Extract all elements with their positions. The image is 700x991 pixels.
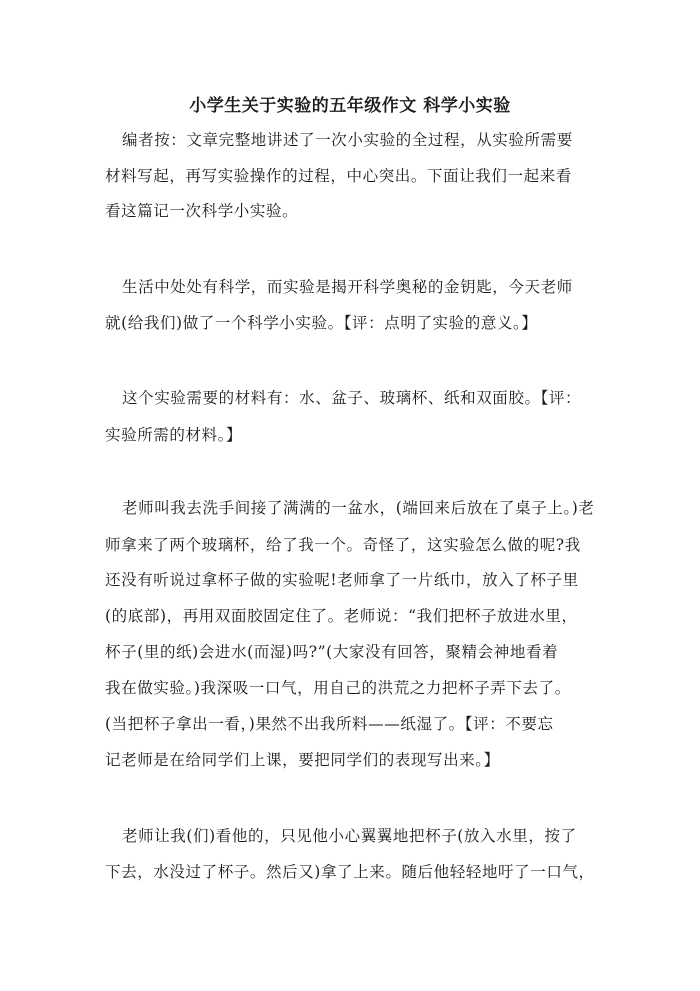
paragraph-2-line-2: 就(给我们)做了一个科学小实验。【评：点明了实验的意义。】 (105, 314, 538, 332)
paragraph-5-line-1: 老师让我(们)看他的，只见他小心翼翼地把杯子(放入水里，按了 (122, 827, 577, 845)
paragraph-1-line-2: 材料写起，再写实验操作的过程，中心突出。下面让我们一起来看 (105, 167, 572, 185)
paragraph-4-line-5: 杯子(里的纸)会进水(而湿)吗?”(大家没有回答，聚精会神地看着 (105, 643, 559, 661)
paragraph-4-line-8: 记老师是在给同学们上课，要把同学们的表现写出来。】 (105, 751, 500, 769)
document-title: 小学生关于实验的五年级作文 科学小实验 (189, 96, 511, 116)
paragraph-4-line-3: 还没有听说过拿杯子做的实验呢!老师拿了一片纸巾，放入了杯子里 (105, 571, 579, 589)
paragraph-4-line-7: (当把杯子拿出一看，)果然不出我所料——纸湿了。【评：不要忘 (105, 715, 554, 733)
paragraph-1-line-3: 看这篇记一次科学小实验。 (105, 202, 299, 220)
paragraph-4-line-4: (的底部)，再用双面胶固定住了。老师说：“我们把杯子放进水里， (105, 607, 578, 625)
paragraph-4-line-1: 老师叫我去洗手间接了满满的一盆水，(端回来后放在了桌子上。)老 (122, 499, 595, 517)
paragraph-3-line-1: 这个实验需要的材料有：水、盆子、玻璃杯、纸和双面胶。【评： (122, 389, 582, 407)
paragraph-2-line-1: 生活中处处有科学，而实验是揭开科学奥秘的金钥匙，今天老师 (122, 278, 573, 296)
paragraph-5-line-2: 下去，水没过了杯子。然后又)拿了上来。随后他轻轻地吁了一口气， (105, 863, 595, 881)
paragraph-1-line-1: 编者按：文章完整地讲述了一次小实验的全过程，从实验所需要 (122, 131, 573, 149)
paragraph-4-line-2: 师拿来了两个玻璃杯，给了我一个。奇怪了，这实验怎么做的呢?我 (105, 536, 581, 554)
paragraph-4-line-6: 我在做实验。)我深吸一口气，用自己的洪荒之力把杯子弄下去了。 (105, 679, 571, 697)
paragraph-3-line-2: 实验所需的材料。】 (105, 426, 243, 444)
